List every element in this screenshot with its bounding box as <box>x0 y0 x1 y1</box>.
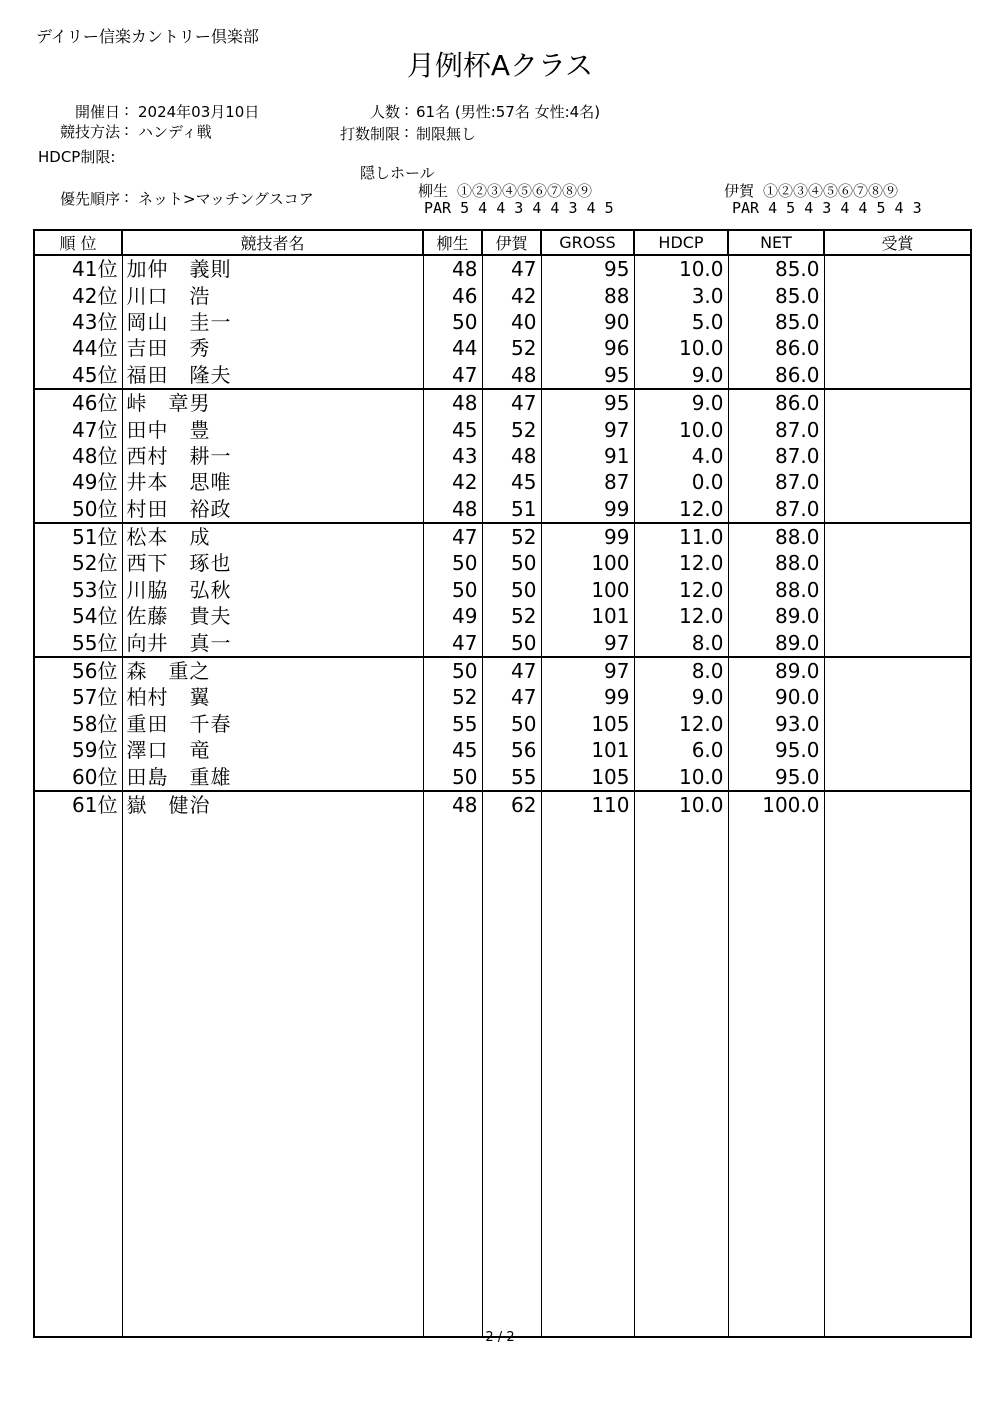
cell-gross: 91 <box>541 443 634 469</box>
table-row <box>34 309 971 335</box>
table-row <box>34 711 971 737</box>
cell-rank: 50位 <box>34 496 122 523</box>
cell-hdcp: 10.0 <box>634 763 728 790</box>
header-net: NET <box>728 230 824 255</box>
cell-net: 86.0 <box>728 362 824 389</box>
cell-gross: 95 <box>541 389 634 416</box>
cell-name: 峠 章男 <box>122 389 423 416</box>
cell-iga: 62 <box>482 791 541 818</box>
cell-iga: 47 <box>482 657 541 684</box>
cell-yagyu: 50 <box>423 309 482 335</box>
cell-rank: 47位 <box>34 416 122 442</box>
cell-rank: 53位 <box>34 577 122 603</box>
stroke-limit-label: 打数制限 <box>339 125 400 143</box>
cell-hdcp: 12.0 <box>634 496 728 523</box>
table-row <box>34 657 971 684</box>
table-row <box>34 255 971 282</box>
cell-hdcp: 10.0 <box>634 255 728 282</box>
cell-rank: 56位 <box>34 657 122 684</box>
cell-rank: 57位 <box>34 684 122 710</box>
table-body <box>34 255 971 1337</box>
cell-yagyu: 42 <box>423 469 482 495</box>
priority-value: ネット>マッチングスコア <box>138 190 314 208</box>
date-label: 開催日 <box>74 103 120 121</box>
table-row <box>34 362 971 389</box>
cell-net: 90.0 <box>728 684 824 710</box>
table-row <box>34 791 971 818</box>
cell-name: 嶽 健治 <box>122 791 423 818</box>
table-row <box>34 763 971 790</box>
empty-cell <box>634 818 728 1337</box>
table-row <box>34 523 971 550</box>
cell-net: 86.0 <box>728 335 824 361</box>
cell-iga: 50 <box>482 629 541 656</box>
cell-net: 87.0 <box>728 416 824 442</box>
table-header-row <box>34 230 971 255</box>
header-award: 受賞 <box>824 230 971 255</box>
cell-yagyu: 45 <box>423 416 482 442</box>
cell-net: 89.0 <box>728 603 824 629</box>
method-value: ハンディ戦 <box>138 123 212 141</box>
cell-award <box>824 255 971 282</box>
results-table <box>33 229 972 1338</box>
table-row <box>34 416 971 442</box>
cell-hdcp: 5.0 <box>634 309 728 335</box>
table-row <box>34 550 971 576</box>
cell-name: 重田 千春 <box>122 711 423 737</box>
cell-yagyu: 44 <box>423 335 482 361</box>
cell-net: 95.0 <box>728 763 824 790</box>
header-gross: GROSS <box>541 230 634 255</box>
cell-hdcp: 10.0 <box>634 335 728 361</box>
cell-gross: 97 <box>541 629 634 656</box>
cell-award <box>824 282 971 308</box>
cell-iga: 47 <box>482 255 541 282</box>
cell-hdcp: 8.0 <box>634 657 728 684</box>
cell-name: 佐藤 貴夫 <box>122 603 423 629</box>
cell-iga: 50 <box>482 711 541 737</box>
cell-hdcp: 12.0 <box>634 577 728 603</box>
cell-yagyu: 47 <box>423 523 482 550</box>
cell-rank: 54位 <box>34 603 122 629</box>
yagyu-holes: 柳生 ①②③④⑤⑥⑦⑧⑨ <box>418 182 593 200</box>
cell-rank: 49位 <box>34 469 122 495</box>
cell-gross: 95 <box>541 362 634 389</box>
cell-name: 村田 裕政 <box>122 496 423 523</box>
cell-gross: 99 <box>541 523 634 550</box>
cell-net: 85.0 <box>728 309 824 335</box>
method-colon: : <box>124 121 130 139</box>
cell-name: 川脇 弘秋 <box>122 577 423 603</box>
cell-award <box>824 684 971 710</box>
cell-hdcp: 6.0 <box>634 737 728 763</box>
cell-yagyu: 50 <box>423 577 482 603</box>
table-row <box>34 389 971 416</box>
cell-gross: 99 <box>541 684 634 710</box>
cell-award <box>824 577 971 603</box>
cell-hdcp: 4.0 <box>634 443 728 469</box>
cell-gross: 105 <box>541 711 634 737</box>
priority-colon: : <box>124 188 130 206</box>
cell-award <box>824 469 971 495</box>
cell-name: 西村 耕一 <box>122 443 423 469</box>
cell-rank: 59位 <box>34 737 122 763</box>
table-row <box>34 629 971 656</box>
cell-name: 岡山 圭一 <box>122 309 423 335</box>
cell-rank: 58位 <box>34 711 122 737</box>
cell-name: 田島 重雄 <box>122 763 423 790</box>
table-row <box>34 282 971 308</box>
cell-iga: 56 <box>482 737 541 763</box>
header-hdcp: HDCP <box>634 230 728 255</box>
count-label: 人数 <box>369 103 400 121</box>
cell-hdcp: 10.0 <box>634 791 728 818</box>
cell-hdcp: 12.0 <box>634 603 728 629</box>
cell-gross: 99 <box>541 496 634 523</box>
page-title: 月例杯Aクラス <box>406 49 594 82</box>
cell-rank: 61位 <box>34 791 122 818</box>
cell-yagyu: 52 <box>423 684 482 710</box>
table-row <box>34 443 971 469</box>
cell-award <box>824 550 971 576</box>
cell-award <box>824 657 971 684</box>
hidden-holes-title: 隠しホール <box>360 164 435 182</box>
cell-award <box>824 791 971 818</box>
date-value: 2024年03月10日 <box>138 103 260 121</box>
cell-rank: 60位 <box>34 763 122 790</box>
table-row <box>34 737 971 763</box>
cell-award <box>824 416 971 442</box>
header-rank: 順 位 <box>34 230 122 255</box>
stroke-limit-colon: : <box>404 123 410 141</box>
header-yagyu: 柳生 <box>423 230 482 255</box>
cell-iga: 50 <box>482 577 541 603</box>
cell-award <box>824 443 971 469</box>
table-row <box>34 603 971 629</box>
cell-rank: 41位 <box>34 255 122 282</box>
cell-net: 88.0 <box>728 550 824 576</box>
cell-iga: 42 <box>482 282 541 308</box>
page-number: 2 / 2 <box>485 1330 515 1345</box>
cell-rank: 45位 <box>34 362 122 389</box>
cell-rank: 43位 <box>34 309 122 335</box>
cell-yagyu: 45 <box>423 737 482 763</box>
cell-yagyu: 48 <box>423 791 482 818</box>
cell-name: 井本 思唯 <box>122 469 423 495</box>
cell-gross: 87 <box>541 469 634 495</box>
cell-gross: 97 <box>541 416 634 442</box>
cell-award <box>824 763 971 790</box>
cell-award <box>824 711 971 737</box>
cell-award <box>824 603 971 629</box>
empty-cell <box>122 818 423 1337</box>
iga-par: PAR 4 5 4 3 4 4 5 4 3 <box>732 199 922 217</box>
cell-hdcp: 9.0 <box>634 684 728 710</box>
cell-award <box>824 309 971 335</box>
cell-hdcp: 11.0 <box>634 523 728 550</box>
cell-iga: 47 <box>482 684 541 710</box>
cell-yagyu: 50 <box>423 763 482 790</box>
cell-net: 85.0 <box>728 282 824 308</box>
cell-hdcp: 10.0 <box>634 416 728 442</box>
cell-rank: 42位 <box>34 282 122 308</box>
empty-cell <box>423 818 482 1337</box>
cell-iga: 48 <box>482 362 541 389</box>
header-name: 競技者名 <box>122 230 423 255</box>
cell-hdcp: 8.0 <box>634 629 728 656</box>
table-row <box>34 684 971 710</box>
empty-cell <box>824 818 971 1337</box>
cell-net: 87.0 <box>728 469 824 495</box>
club-name: デイリー信楽カントリー倶楽部 <box>36 27 259 46</box>
cell-yagyu: 43 <box>423 443 482 469</box>
cell-gross: 110 <box>541 791 634 818</box>
cell-gross: 88 <box>541 282 634 308</box>
cell-gross: 100 <box>541 577 634 603</box>
cell-award <box>824 389 971 416</box>
cell-rank: 55位 <box>34 629 122 656</box>
empty-cell <box>34 818 122 1337</box>
cell-name: 加仲 義則 <box>122 255 423 282</box>
cell-net: 93.0 <box>728 711 824 737</box>
cell-iga: 40 <box>482 309 541 335</box>
cell-gross: 101 <box>541 603 634 629</box>
cell-hdcp: 12.0 <box>634 711 728 737</box>
cell-iga: 48 <box>482 443 541 469</box>
count-value: 61名 (男性:57名 女性:4名) <box>416 103 601 121</box>
cell-award <box>824 335 971 361</box>
cell-name: 森 重之 <box>122 657 423 684</box>
cell-iga: 52 <box>482 523 541 550</box>
cell-award <box>824 629 971 656</box>
cell-net: 88.0 <box>728 577 824 603</box>
cell-yagyu: 50 <box>423 550 482 576</box>
cell-hdcp: 3.0 <box>634 282 728 308</box>
hdcp-limit-label: HDCP制限: <box>38 148 116 166</box>
cell-net: 85.0 <box>728 255 824 282</box>
cell-yagyu: 55 <box>423 711 482 737</box>
cell-net: 86.0 <box>728 389 824 416</box>
table-row <box>34 496 971 523</box>
cell-name: 川口 浩 <box>122 282 423 308</box>
cell-net: 89.0 <box>728 657 824 684</box>
cell-yagyu: 48 <box>423 255 482 282</box>
cell-name: 松本 成 <box>122 523 423 550</box>
cell-gross: 96 <box>541 335 634 361</box>
cell-iga: 50 <box>482 550 541 576</box>
cell-rank: 46位 <box>34 389 122 416</box>
cell-hdcp: 9.0 <box>634 389 728 416</box>
cell-net: 87.0 <box>728 496 824 523</box>
header-iga: 伊賀 <box>482 230 541 255</box>
cell-hdcp: 0.0 <box>634 469 728 495</box>
cell-net: 87.0 <box>728 443 824 469</box>
cell-iga: 51 <box>482 496 541 523</box>
cell-net: 95.0 <box>728 737 824 763</box>
cell-name: 福田 隆夫 <box>122 362 423 389</box>
cell-iga: 55 <box>482 763 541 790</box>
cell-yagyu: 49 <box>423 603 482 629</box>
cell-iga: 47 <box>482 389 541 416</box>
table-row <box>34 469 971 495</box>
cell-rank: 51位 <box>34 523 122 550</box>
count-colon: : <box>404 101 410 119</box>
cell-iga: 52 <box>482 335 541 361</box>
cell-net: 89.0 <box>728 629 824 656</box>
cell-yagyu: 46 <box>423 282 482 308</box>
cell-award <box>824 362 971 389</box>
empty-cell <box>541 818 634 1337</box>
cell-name: 西下 琢也 <box>122 550 423 576</box>
cell-net: 88.0 <box>728 523 824 550</box>
cell-award <box>824 496 971 523</box>
cell-gross: 105 <box>541 763 634 790</box>
cell-name: 吉田 秀 <box>122 335 423 361</box>
cell-award <box>824 523 971 550</box>
cell-yagyu: 50 <box>423 657 482 684</box>
cell-gross: 100 <box>541 550 634 576</box>
cell-iga: 52 <box>482 416 541 442</box>
yagyu-par: PAR 5 4 4 3 4 4 3 4 5 <box>424 199 614 217</box>
cell-yagyu: 47 <box>423 362 482 389</box>
cell-gross: 97 <box>541 657 634 684</box>
cell-award <box>824 737 971 763</box>
cell-hdcp: 12.0 <box>634 550 728 576</box>
priority-label: 優先順序 <box>59 190 120 208</box>
iga-holes: 伊賀 ①②③④⑤⑥⑦⑧⑨ <box>724 182 899 200</box>
empty-cell <box>728 818 824 1337</box>
cell-iga: 45 <box>482 469 541 495</box>
cell-name: 柏村 翼 <box>122 684 423 710</box>
cell-gross: 95 <box>541 255 634 282</box>
cell-yagyu: 47 <box>423 629 482 656</box>
cell-net: 100.0 <box>728 791 824 818</box>
cell-name: 澤口 竜 <box>122 737 423 763</box>
cell-rank: 48位 <box>34 443 122 469</box>
cell-yagyu: 48 <box>423 389 482 416</box>
cell-yagyu: 48 <box>423 496 482 523</box>
cell-gross: 101 <box>541 737 634 763</box>
date-colon: : <box>124 101 130 119</box>
table-row <box>34 335 971 361</box>
cell-name: 向井 真一 <box>122 629 423 656</box>
cell-gross: 90 <box>541 309 634 335</box>
method-label: 競技方法 <box>59 123 120 141</box>
cell-rank: 52位 <box>34 550 122 576</box>
empty-cell <box>482 818 541 1337</box>
cell-rank: 44位 <box>34 335 122 361</box>
cell-iga: 52 <box>482 603 541 629</box>
stroke-limit-value: 制限無し <box>416 125 477 143</box>
table-row <box>34 577 971 603</box>
cell-name: 田中 豊 <box>122 416 423 442</box>
cell-hdcp: 9.0 <box>634 362 728 389</box>
table-filler-row <box>34 818 971 1337</box>
